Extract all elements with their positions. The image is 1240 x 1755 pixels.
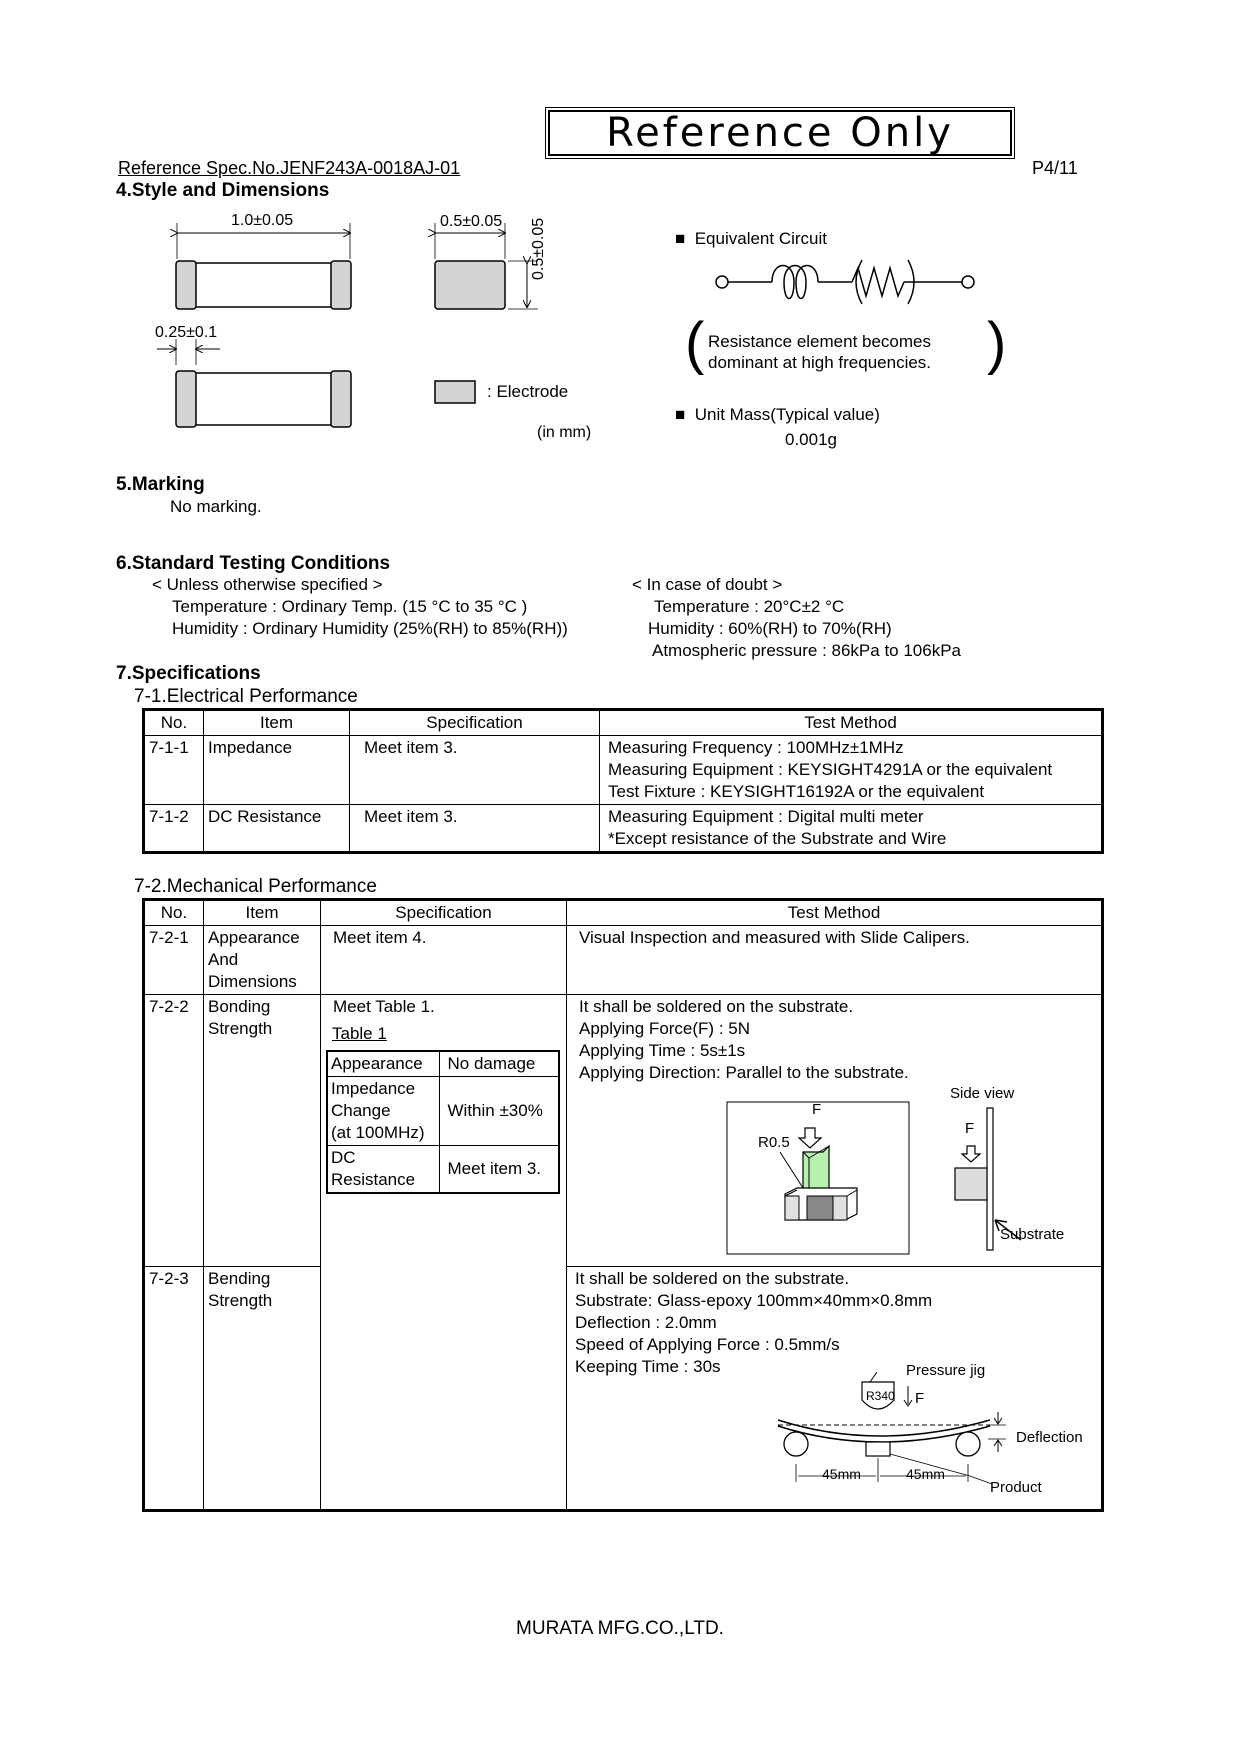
footer-company: MURATA MFG.CO.,LTD. xyxy=(516,1618,724,1639)
header-no: No. xyxy=(144,900,204,926)
electrode-swatch xyxy=(435,381,475,403)
table-row xyxy=(327,1077,559,1146)
table-row xyxy=(327,1146,559,1194)
row-no: 7-1-2 xyxy=(144,805,204,853)
note-paren-left: ( xyxy=(685,311,705,376)
electrode-left xyxy=(176,261,196,309)
row-item: Bonding Strength xyxy=(204,995,321,1267)
row-item: Bending Strength xyxy=(204,1267,321,1511)
chip-body xyxy=(807,1196,833,1220)
header-item: Item xyxy=(204,710,350,736)
table1-label: Impedance Change (at 100MHz) xyxy=(327,1077,439,1146)
table1-value: Within ±30% xyxy=(439,1077,559,1146)
row-spec: Meet item 3. xyxy=(350,736,600,805)
row-item: DC Resistance xyxy=(204,805,350,853)
equivalent-circuit-label: ■ Equivalent Circuit xyxy=(675,229,827,248)
header-test-method: Test Method xyxy=(567,900,1103,926)
bending-force-label: F xyxy=(915,1390,925,1407)
conditions-right-humidity: Humidity : 60%(RH) to 70%(RH) xyxy=(648,619,892,638)
end-view-chip xyxy=(435,261,505,309)
inductor-symbol xyxy=(772,266,818,299)
row-spec: Meet item 3. xyxy=(350,805,600,853)
equivalent-circuit-diagram xyxy=(712,255,992,305)
mechanical-performance-title: 7-2.Mechanical Performance xyxy=(134,876,377,897)
span-right-label: 45mm xyxy=(906,1466,945,1482)
specifications-heading: 7.Specifications xyxy=(116,663,261,684)
side-force-label: F xyxy=(965,1120,975,1137)
note-paren-right: ) xyxy=(987,311,1007,376)
row-no: 7-1-1 xyxy=(144,736,204,805)
circuit-note: Resistance element becomes dominant at high frequencies. xyxy=(708,332,932,372)
row-no: 7-2-1 xyxy=(144,926,204,995)
deflection-label: Deflection xyxy=(1016,1429,1083,1446)
bonding-force-label: F xyxy=(812,1101,822,1118)
row-spec: Meet item 4. xyxy=(321,926,567,995)
unit-mass-label: ■ Unit Mass(Typical value) xyxy=(675,405,880,424)
table1 xyxy=(326,1050,560,1194)
side-view-label: Side view xyxy=(950,1085,1015,1102)
row-spec: Meet Table 1. xyxy=(321,995,567,1511)
support-right xyxy=(956,1432,980,1456)
testing-conditions-heading: 6.Standard Testing Conditions xyxy=(116,553,391,574)
electrical-performance-table xyxy=(142,708,1104,854)
side-view-chip xyxy=(955,1168,987,1200)
row-no: 7-2-3 xyxy=(144,1267,204,1511)
substrate-board xyxy=(987,1108,993,1250)
row-method: Measuring Frequency : 100MHz±1MHz Measuring Equipment : KEYSIGHT4291A or the equivalent Test Fixture : KEYSIGHT16192A or the equivalent xyxy=(600,736,1103,805)
reference-only-stamp: Reference Only xyxy=(548,110,1012,156)
page-number: P4/11 xyxy=(1032,158,1078,178)
dim-width: 0.5±0.05 xyxy=(440,213,503,230)
span-left-label: 45mm xyxy=(822,1466,861,1482)
table-row xyxy=(144,736,1103,805)
table1-value: No damage xyxy=(439,1051,559,1077)
unit-mass-value: 0.001g xyxy=(785,430,837,449)
electrode-right xyxy=(331,261,351,309)
table1-label: Appearance xyxy=(327,1051,439,1077)
table-row xyxy=(144,926,1103,995)
electrical-performance-title: 7-1.Electrical Performance xyxy=(134,686,358,707)
product-label: Product xyxy=(990,1479,1042,1496)
row-item: Impedance xyxy=(204,736,350,805)
units-note: (in mm) xyxy=(537,424,592,441)
marking-text: No marking. xyxy=(170,497,262,516)
table-header-row xyxy=(144,710,1103,736)
table-header-row xyxy=(144,900,1103,926)
substrate-label: Substrate xyxy=(1000,1226,1065,1243)
row-method: Visual Inspection and measured with Slide Calipers. xyxy=(567,926,1103,995)
dim-length: 1.0±0.05 xyxy=(231,212,294,229)
dim-height: 0.5±0.05 xyxy=(530,217,547,280)
spec-number: Reference Spec.No.JENF243A-0018AJ-01 xyxy=(118,158,461,178)
bonding-radius-label: R0.5 xyxy=(758,1134,790,1151)
conditions-right-temp: Temperature : 20°C±2 °C xyxy=(654,597,845,616)
header-specification: Specification xyxy=(321,900,567,926)
row-method: Measuring Equipment : Digital multi meter *Except resistance of the Substrate and Wire xyxy=(600,805,1103,853)
row-item: Appearance And Dimensions xyxy=(204,926,321,995)
header-specification: Specification xyxy=(350,710,600,736)
table1-title: Table 1 xyxy=(332,1024,387,1043)
table1-label: DC Resistance xyxy=(327,1146,439,1194)
table1-value: Meet item 3. xyxy=(439,1146,559,1194)
product-chip xyxy=(866,1442,890,1456)
conditions-left-humidity: Humidity : Ordinary Humidity (25%(RH) to 85%(RH)) xyxy=(172,619,568,638)
marking-heading: 5.Marking xyxy=(116,474,205,495)
table-row xyxy=(144,805,1103,853)
style-dimensions-heading: 4.Style and Dimensions xyxy=(116,180,330,201)
dim-electrode: 0.25±0.1 xyxy=(155,324,218,341)
row-method: It shall be soldered on the substrate. Applying Force(F) : 5N Applying Time : 5s±1s Applying Direction: Parallel to the substrate. xyxy=(567,995,1103,1267)
header-no: No. xyxy=(144,710,204,736)
row-method: It shall be soldered on the substrate. Substrate: Glass-epoxy 100mm×40mm×0.8mm Deflection : 2.0mm Speed of Applying Force : 0.5mm/s Keeping Time : 30s xyxy=(567,1267,1103,1511)
header-item: Item xyxy=(204,900,321,926)
support-left xyxy=(784,1432,808,1456)
pressure-jig-label: Pressure jig xyxy=(906,1362,986,1379)
table-row xyxy=(327,1051,559,1077)
conditions-right-pressure: Atmospheric pressure : 86kPa to 106kPa xyxy=(652,641,961,660)
resistor-symbol xyxy=(852,268,904,296)
conditions-left-temp: Temperature : Ordinary Temp. (15 °C to 35 °C ) xyxy=(172,597,528,616)
jig-radius-label: R340 xyxy=(866,1389,895,1403)
electrode-legend: : Electrode xyxy=(487,382,569,401)
conditions-left-title: < Unless otherwise specified > xyxy=(152,575,383,594)
conditions-right-title: < In case of doubt > xyxy=(632,575,783,594)
header-test-method: Test Method xyxy=(600,710,1103,736)
row-no: 7-2-2 xyxy=(144,995,204,1267)
